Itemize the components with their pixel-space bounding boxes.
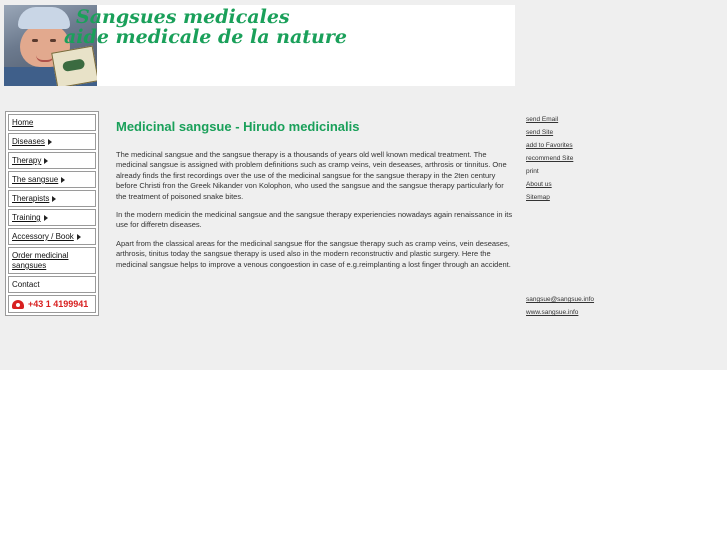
nav-item-home[interactable]: Home [8,114,96,131]
page-title: Medicinal sangsue - Hirudo medicinalis [116,119,360,134]
site-logo-title [64,6,347,48]
arrow-right-icon [52,196,56,202]
recommend-site-link[interactable]: recommend Site [526,155,574,162]
phone-number: +43 1 4199941 [28,299,89,309]
telephone-icon [12,300,24,309]
right-sidebar-links [526,113,646,204]
header-banner [4,5,515,86]
arrow-right-icon [44,215,48,221]
nav-item-the-sangsue[interactable]: The sangsue [8,171,96,188]
contact-links [526,293,646,319]
paragraph-modern: In the modern medicin the medicinal sangsue and the sangsue therapy experiencies nowadays again renaissance in its use for differetn diseases. [116,210,513,230]
email-address-link[interactable]: sangsue@sangsue.info [526,296,595,303]
arrow-right-icon [61,177,65,183]
website-link[interactable]: www.sangsue.info [526,309,579,316]
paragraph-surgery: Apart from the classical areas for the medicinal sangsue ffor the sangsue therapy such as cramp veins, vein deseases, arthrosis, tinitus today the sangsue therapy is used also in the modern reconstructiv and plastic surgery. Here the medicinal sangsue helps to improve a venous congoestion in case of e.g.reimplanting a lost finger through an accident. [116,238,511,269]
arrow-right-icon [48,139,52,145]
nav-item-contact[interactable]: Contact [8,276,96,293]
title-line-2: aide medicale de la nature [64,26,347,48]
main-content [116,118,516,278]
title-line-1: Sangsues medicales [76,6,290,28]
about-us-link[interactable]: About us [526,181,552,188]
arrow-right-icon [44,158,48,164]
send-email-link[interactable]: send Email [526,116,559,123]
nav-item-order-sangsues[interactable]: Order medicinal sangsues [8,247,96,274]
send-site-link[interactable]: send Site [526,129,554,136]
print-link[interactable]: print [526,168,539,175]
sitemap-link[interactable]: Sitemap [526,194,550,201]
nav-item-accessory-book[interactable]: Accessory / Book [8,228,96,245]
nav-item-diseases[interactable]: Diseases [8,133,96,150]
nav-item-training[interactable]: Training [8,209,96,226]
nav-item-therapy[interactable]: Therapy [8,152,96,169]
arrow-right-icon [77,234,81,240]
add-to-favorites-link[interactable]: add to Favorites [526,142,573,149]
left-navigation [5,111,99,316]
nav-item-therapists[interactable]: Therapists [8,190,96,207]
phone-contact [8,295,96,313]
paragraph-intro: The medicinal sangsue and the sangsue therapy is a thousands of years old well known medical treatment. The medicinal sangsue is assigned with problem definitions such as cramp veins, vein deseases, arthrosis or tinnitus. One already finds the first recordings over the use of the medicinal sangsue for the sangsue therapy in the 2ten century before Christi fron the Greek Nikander von Kolophon, who used the sangsue and the sangsue therapy particularly for the treatment of poisoned snake bites. [116,150,507,201]
